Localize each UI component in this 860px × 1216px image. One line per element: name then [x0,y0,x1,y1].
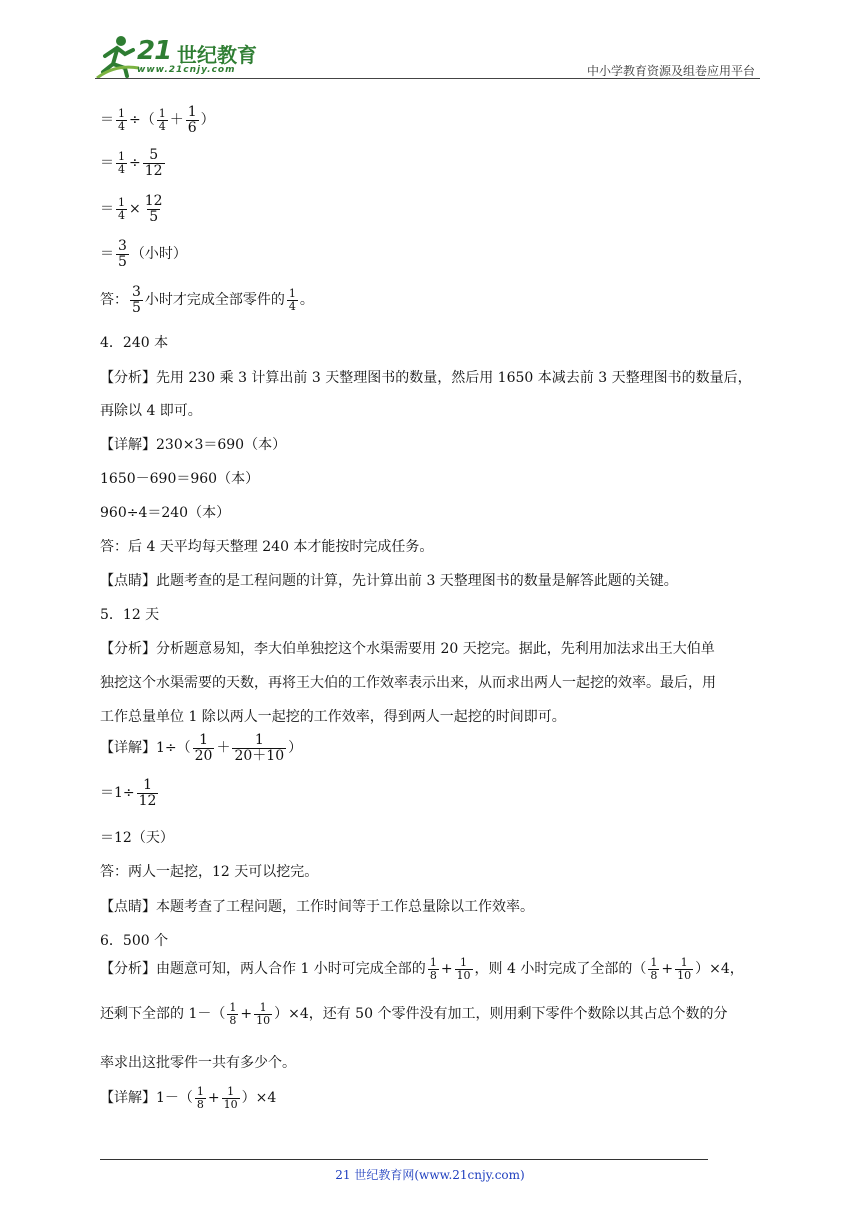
fraction: $\frac{1}{20+10}$ [234,732,285,764]
q4-detail-step: 1650－690＝960（本） [100,471,260,487]
q4-detail-step: 960÷4＝240（本） [100,505,231,521]
fraction: $\frac{3}{5}$ [118,238,127,270]
logo-text: 世纪教育 [177,43,257,67]
fraction: $\frac{1}{20}$ [194,732,213,764]
q5-detail: 【详解】1÷（ $\frac{1}{20}$ ＋ $\frac{1}{20+10}$ ） [100,732,303,764]
q5-comment: 【点睛】本题考查了工程问题，工作时间等于工作总量除以工作效率。 [100,899,534,915]
site-logo[interactable] [95,34,265,79]
q4-detail: 【详解】230×3＝690（本） [100,437,287,453]
q5-answer: 答：两人一起挖，12 天可以挖完。 [100,864,319,880]
fraction: $\frac{12}{5}$ [144,193,163,225]
q6-detail: 【详解】1－（ $\frac{1}{8}$ + $\frac{1}{10}$ ）×4 [100,1085,277,1111]
fraction: $\frac{1}{12}$ [138,777,157,809]
q5-analysis-cont: 工作总量单位 1 除以两人一起挖的工作效率，得到两人一起挖的时间即可。 [100,709,566,725]
fraction: $\frac{1}{8}$ [196,1085,204,1111]
footer-divider [100,1159,708,1160]
q4-answer: 答：后 4 天平均每天整理 240 本才能按时完成任务。 [100,539,434,555]
fraction: $\frac{1}{10}$ [223,1085,238,1111]
fraction: $\frac{5}{12}$ [144,147,163,179]
fraction: $\frac{1}{4}$ [158,107,166,133]
footer-link[interactable]: 21 世纪教育网(www.21cnjy.com) [335,1168,525,1182]
runner-icon [95,34,139,78]
q5-title: 5．12 天 [100,607,160,623]
fraction: $\frac{1}{6}$ [187,104,197,136]
header-divider [95,78,760,79]
q4-analysis: 【分析】先用 230 乘 3 计算出前 3 天整理图书的数量，然后用 1650 本减去前 3 天整理图书的数量后， [100,370,752,386]
answer-q3: 答： $\frac{3}{5}$ 小时才完成全部零件的 $\frac{1}{4}$ 。 [100,284,314,316]
q5-analysis-cont: 独挖这个水渠需要的天数，再将王大伯的工作效率表示出来，从而求出两人一起挖的效率。最后，用 [100,675,716,691]
q4-analysis-cont: 再除以 4 即可。 [100,403,202,419]
platform-label: 中小学教育资源及组卷应用平台 [586,64,755,78]
fraction: $\frac{1}{10}$ [677,956,692,982]
fraction: $\frac{1}{4}$ [288,287,296,313]
equation-step-2: ＝ $\frac{1}{4}$ ÷ $\frac{5}{12}$ [100,147,163,179]
page-header [95,34,760,79]
fraction: $\frac{3}{5}$ [132,284,141,316]
fraction: $\frac{1}{10}$ [456,956,471,982]
equation-step-4: ＝ $\frac{3}{5}$ （小时） [100,238,187,270]
q6-analysis: 【分析】由题意可知，两人合作 1 小时可完成全部的 $\frac{1}{8}$ + $\frac{1}{10}$ ，则 4 小时完成了全部的（ $\frac{1}{8}$ + $\frac{1}{10}$ ）×4， [100,956,744,982]
q5-step: ＝1÷ $\frac{1}{12}$ [100,777,157,809]
q5-step: ＝12（天） [100,830,174,846]
q6-analysis-cont: 率求出这批零件一共有多少个。 [100,1055,296,1071]
q4-title: 4．240 本 [100,335,169,351]
q6-title: 6．500 个 [100,933,169,949]
fraction: $\frac{1}{4}$ [118,107,125,133]
q6-analysis-cont: 还剩下全部的 1－（ $\frac{1}{8}$ + $\frac{1}{10}$ ）×4，还有 50 个零件没有加工，则用剩下零件个数除以其占总个数的分 [100,1001,728,1027]
fraction: $\frac{1}{4}$ [118,196,125,222]
fraction: $\frac{1}{4}$ [118,150,125,176]
logo-url: www.21cnjy.com [137,65,236,75]
equation-step-1: ＝ $\frac{1}{4}$ ÷（ $\frac{1}{4}$ ＋ $\frac{1}{6}$ ） [100,104,215,136]
logo-number: 21 [137,36,172,66]
q5-analysis: 【分析】分析题意易知，李大伯单独挖这个水渠需要用 20 天挖完。据此，先利用加法求出王大伯单 [100,641,715,657]
equation-step-3: ＝ $\frac{1}{4}$ × $\frac{12}{5}$ [100,193,163,225]
fraction: $\frac{1}{10}$ [256,1001,271,1027]
fraction: $\frac{1}{8}$ [229,1001,237,1027]
fraction: $\frac{1}{8}$ [650,956,658,982]
fraction: $\frac{1}{8}$ [429,956,437,982]
q4-comment: 【点睛】此题考查的是工程问题的计算，先计算出前 3 天整理图书的数量是解答此题的关键。 [100,573,678,589]
